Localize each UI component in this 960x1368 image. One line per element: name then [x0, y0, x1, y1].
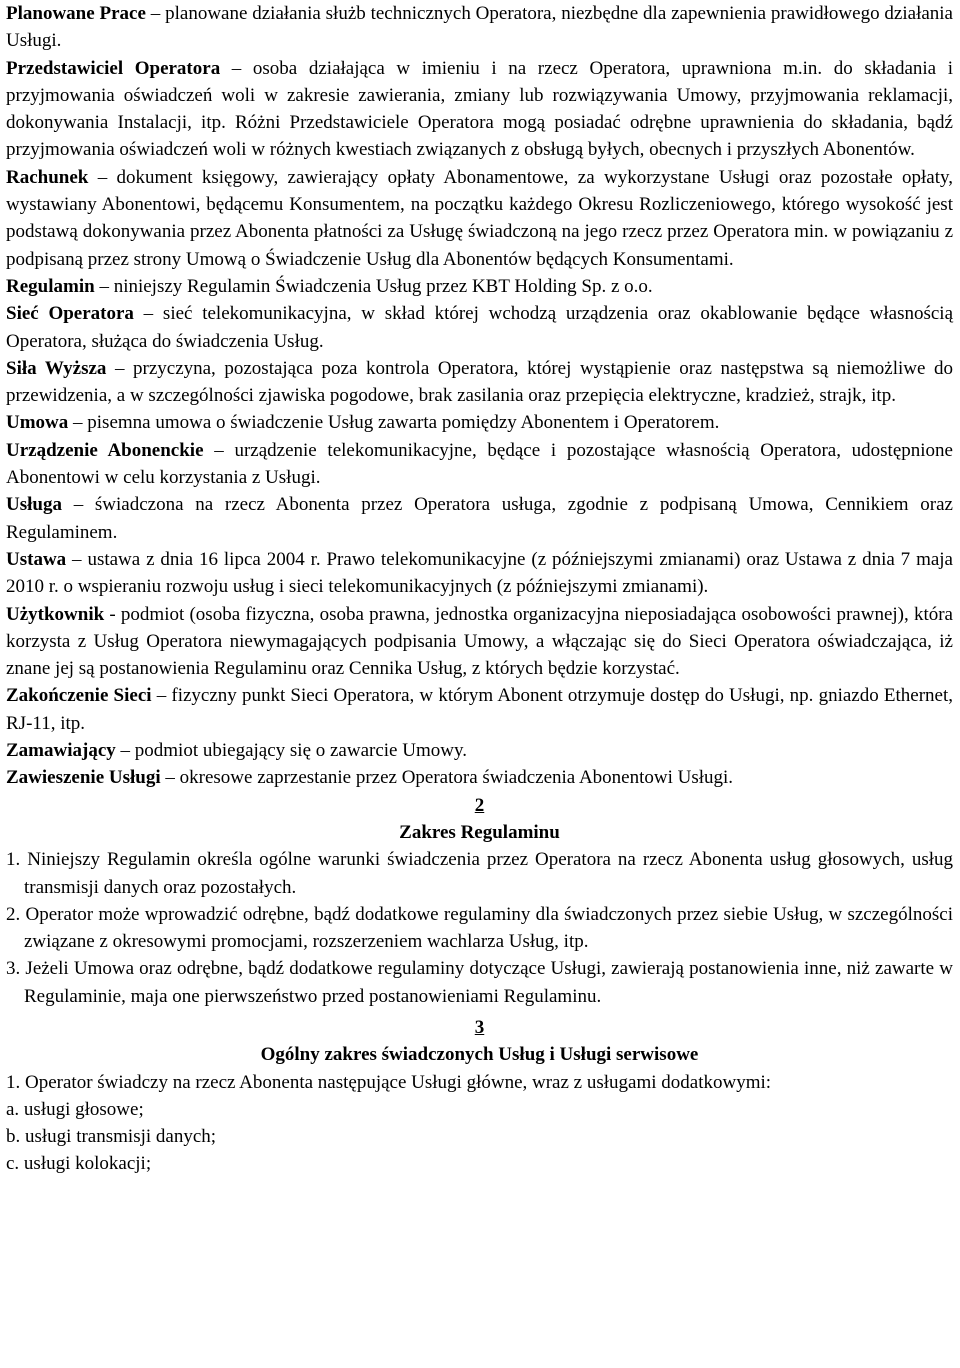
definition-przedstawiciel-operatora — [6, 55, 953, 164]
definition-term: Umowa — [6, 412, 69, 434]
section-3-subitem: c. usługi kolokacji; — [6, 1153, 152, 1175]
definition-text: – świadczona na rzecz Abonenta przez Operatora usługa, zgodnie z podpisaną Umowa, Cennikiem oraz Regulaminem. — [6, 494, 953, 543]
section-3-items — [6, 1069, 953, 1178]
definition-planowane-prace — [6, 0, 953, 55]
section-3-subitem: a. usługi głosowe; — [6, 1098, 144, 1120]
definition-term: Użytkownik — [6, 603, 105, 625]
definition-term: Sieć Operatora — [6, 303, 134, 325]
definition-term: Rachunek — [6, 166, 89, 188]
definition-ustawa — [6, 546, 953, 601]
section-3-number: 3 — [474, 1016, 485, 1038]
section-2-item: 3. Jeżeli Umowa oraz odrębne, bądź dodatkowe regulaminy dotyczące Usługi, zawierają postanowienia inne, niż zawarte w Regulaminie, maja one pierwszeństwo przed postanowieniami Regulaminu. — [6, 958, 953, 1007]
definition-sila-wyzsza — [6, 355, 953, 410]
definition-umowa — [6, 409, 953, 436]
definition-text: – przyczyna, pozostająca poza kontrola Operatora, której wystąpienie oraz następstwa są niemożliwe do przewidzenia, a w szczególności zjawiska pogodowe, brak zasilania oraz przepięcia elektryczne, kradzież, strajk, itp. — [6, 357, 953, 407]
definition-term: Siła Wyższa — [6, 357, 107, 379]
definition-urzadzenie-abonenckie — [6, 437, 953, 492]
definition-text: – sieć telekomunikacyjna, w skład której wchodzą urządzenia oraz okablowanie będące własnością Operatora, służąca do świadczenia Usług. — [6, 303, 954, 352]
definition-text: – okresowe zaprzestanie przez Operatora świadczenia Abonentowi Usługi. — [160, 767, 734, 789]
definition-text: – osoba działająca w imieniu i na rzecz Operatora, uprawniona m.in. do składania i przyjmowania oświadczeń woli w zakresie zawierania, zmiany lub rozwiązywania Umowy, przyjmowania reklamacji, dokonywania Instalacji, itp. Różni Przedstawiciele Operatora mogą posiadać odrębne uprawnienia do składania, bądź przyjmowania oświadczeń woli w różnych kwestiach związanych z obsługą byłych, obecnych i przyszłych Abonentów. — [6, 57, 953, 161]
section-2-items — [6, 846, 953, 1010]
section-2-item: 1. Niniejszy Regulamin określa ogólne warunki świadczenia przez Operatora na rzecz Abonenta usług głosowych, usług transmisji danych oraz pozostałych. — [6, 849, 953, 898]
definition-siec-operatora — [6, 300, 953, 355]
definition-regulamin — [6, 273, 953, 300]
definition-term: Ustawa — [6, 548, 67, 570]
definition-term: Usługa — [6, 494, 62, 516]
definition-text: – fizyczny punkt Sieci Operatora, w którym Abonent otrzymuje dostęp do Usługi, np. gniazdo Ethernet, RJ-11, itp. — [6, 685, 953, 734]
definition-text: - podmiot (osoba fizyczna, osoba prawna, jednostka organizacyjna nieposiadająca osobowości prawnej), która korzysta z Usług Operatora niewymagających podpisania Umowy, a włączając się do Sieci Operatora oświadczająca, iż znane jej są postanowienia Regulaminu oraz Cennika Usług, z których będzie korzystać. — [6, 603, 953, 680]
definition-text: – dokument księgowy, zawierający opłaty Abonamentowe, za wykorzystane Usługi oraz pozostałe opłaty, wystawiany Abonentowi, będącemu Konsumentem, na początku każdego Okresu Rozliczeniowego, którego wysokość jest podstawą dokonywania przez Abonenta płatności za Usługę świadczoną na jego rzecz przez Operatora min. w powiązaniu z podpisaną przez strony Umową o Świadczenie Usług dla Abonentów będących Konsumentami. — [6, 166, 953, 270]
definition-text: – podmiot ubiegający się o zawarcie Umowy. — [115, 740, 467, 762]
definition-zawieszenie-uslugi — [6, 764, 953, 791]
definition-text: – ustawa z dnia 16 lipca 2004 r. Prawo telekomunikacyjne (z późniejszymi zmianami) oraz Ustawa z dnia 7 maja 2010 r. o wspieraniu rozwoju usług i sieci telekomunikacyjnych (z późniejszymi zmianami). — [6, 548, 953, 598]
definition-text: – urządzenie telekomunikacyjne, będące i pozostające własnością Operatora, udostępnione Abonentowi w celu korzystania z Usługi. — [6, 439, 953, 489]
definition-zamawiajacy — [6, 737, 953, 764]
definition-text: – pisemna umowa o świadczenie Usług zawarta pomiędzy Abonentem i Operatorem. — [68, 412, 720, 434]
definition-usluga — [6, 491, 953, 546]
definition-term: Zamawiający — [6, 740, 116, 762]
definition-text: – planowane działania służb technicznych Operatora, niezbędne dla zapewnienia prawidłowego działania Usługi. — [6, 3, 953, 52]
definition-rachunek — [6, 164, 953, 273]
definition-term: Planowane Prace — [6, 3, 146, 24]
section-2-item: 2. Operator może wprowadzić odrębne, bądź dodatkowe regulaminy dla świadczonych przez siebie Usług, w szczególności związane z okresowymi promocjami, rozszerzeniem wachlarza Usług, itp. — [6, 903, 953, 953]
section-3-title: Ogólny zakres świadczonych Usług i Usługi serwisowe — [260, 1044, 699, 1066]
definition-term: Zakończenie Sieci — [6, 685, 152, 707]
definitions-list — [6, 0, 953, 792]
section-3-subitem: b. usługi transmisji danych; — [6, 1126, 217, 1148]
definition-term: Zawieszenie Usługi — [6, 767, 161, 789]
definition-text: – niniejszy Regulamin Świadczenia Usług przez KBT Holding Sp. z o.o. — [94, 275, 653, 297]
section-3-item: 1. Operator świadczy na rzecz Abonenta następujące Usługi główne, wraz z usługami dodatkowymi: — [6, 1071, 772, 1093]
definition-term: Przedstawiciel Operatora — [6, 57, 221, 79]
section-2-title: Zakres Regulaminu — [399, 821, 560, 843]
definition-term: Urządzenie Abonenckie — [6, 439, 204, 461]
definition-zakonczenie-sieci — [6, 682, 953, 737]
section-2-number: 2 — [474, 794, 485, 816]
definition-uzytkownik — [6, 601, 953, 683]
definition-term: Regulamin — [6, 275, 95, 297]
